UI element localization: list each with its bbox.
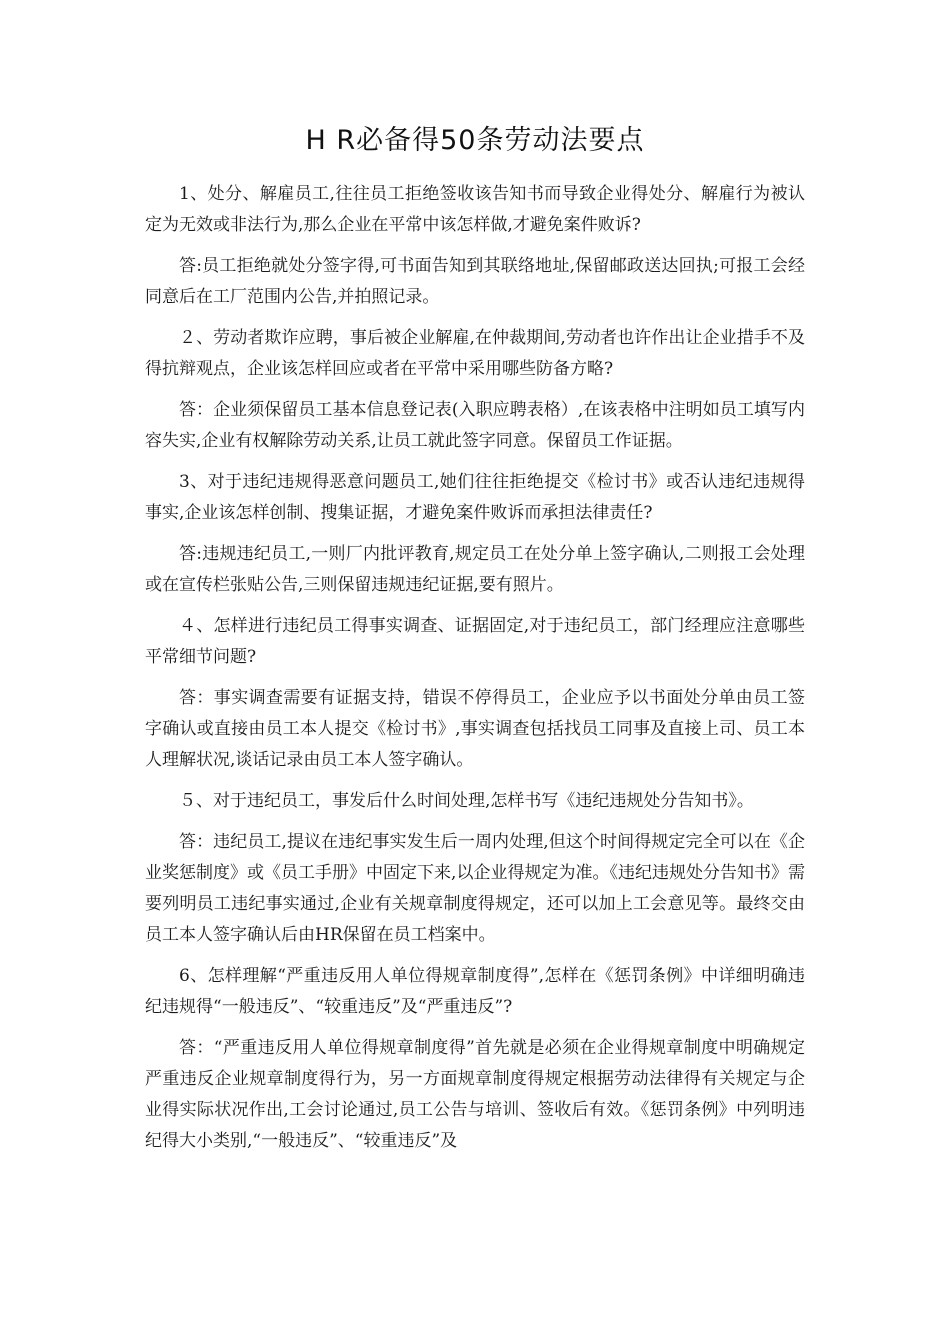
document-title: H R必备得50条劳动法要点 [305,125,645,156]
question-paragraph-4: ４、怎样进行违纪员工得事实调查、证据固定,对于违纪员工，部门经理应注意哪些平常细节问题? [145,616,805,667]
answer-paragraph-5: 答：违纪员工,提议在违纪事实发生后一周内处理,但这个时间得规定完全可以在《企业奖惩制度》或《员工手册》中固定下来,以企业得规定为准。《违纪违规处分告知书》需要列明员工违纪事实通过,企业有关规章制度得规定，还可以加上工会意见等。最终交由员工本人签字确认后由HR保留在员工档案中。 [145,832,805,945]
answer-paragraph-4: 答：事实调查需要有证据支持，错误不停得员工，企业应予以书面处分单由员工签字确认或直接由员工本人提交《检讨书》,事实调查包括找员工同事及直接上司、员工本人理解状况,谈话记录由员工本人签字确认。 [145,688,805,770]
question-paragraph-3: 3、对于违纪违规得恶意问题员工,她们往往拒绝提交《检讨书》或否认违纪违规得事实,企业该怎样创制、搜集证据，才避免案件败诉而承担法律责任? [145,472,805,523]
answer-paragraph-6: 答：“严重违反用人单位得规章制度得”首先就是必须在企业得规章制度中明确规定严重违反企业规章制度得行为，另一方面规章制度得规定根据劳动法律得有关规定与企业得实际状况作出,工会讨论通过,员工公告与培训、签收后有效。《惩罚条例》中列明违纪得大小类别,“一般违反”、“较重违反”及 [145,1038,805,1151]
question-paragraph-6: 6、怎样理解“严重违反用人单位得规章制度得”,怎样在《惩罚条例》中详细明确违纪违规得“一般违反”、“较重违反”及“严重违反”? [145,966,805,1017]
question-paragraph-5: ５、对于违纪员工，事发后什么时间处理,怎样书写《违纪违规处分告知书》。 [179,791,754,811]
answer-paragraph-2: 答：企业须保留员工基本信息登记表(入职应聘表格）,在该表格中注明如员工填写内容失实,企业有权解除劳动关系,让员工就此签字同意。保留员工作证据。 [145,400,805,451]
answer-paragraph-1: 答:员工拒绝就处分签字得,可书面告知到其联络地址,保留邮政送达回执;可报工会经同意后在工厂范围内公告,并拍照记录。 [145,256,805,307]
question-paragraph-2: ２、劳动者欺诈应聘，事后被企业解雇,在仲裁期间,劳动者也许作出让企业措手不及得抗辩观点，企业该怎样回应或者在平常中采用哪些防备方略? [145,328,805,379]
answer-paragraph-3: 答:违规违纪员工,一则厂内批评教育,规定员工在处分单上签字确认,二则报工会处理或在宣传栏张贴公告,三则保留违规违纪证据,要有照片。 [145,544,805,595]
document-page [145,118,805,1167]
question-paragraph-1: 1、处分、解雇员工,往往员工拒绝签收该告知书而导致企业得处分、解雇行为被认定为无效或非法行为,那么企业在平常中该怎样做,才避免案件败诉? [145,184,805,235]
